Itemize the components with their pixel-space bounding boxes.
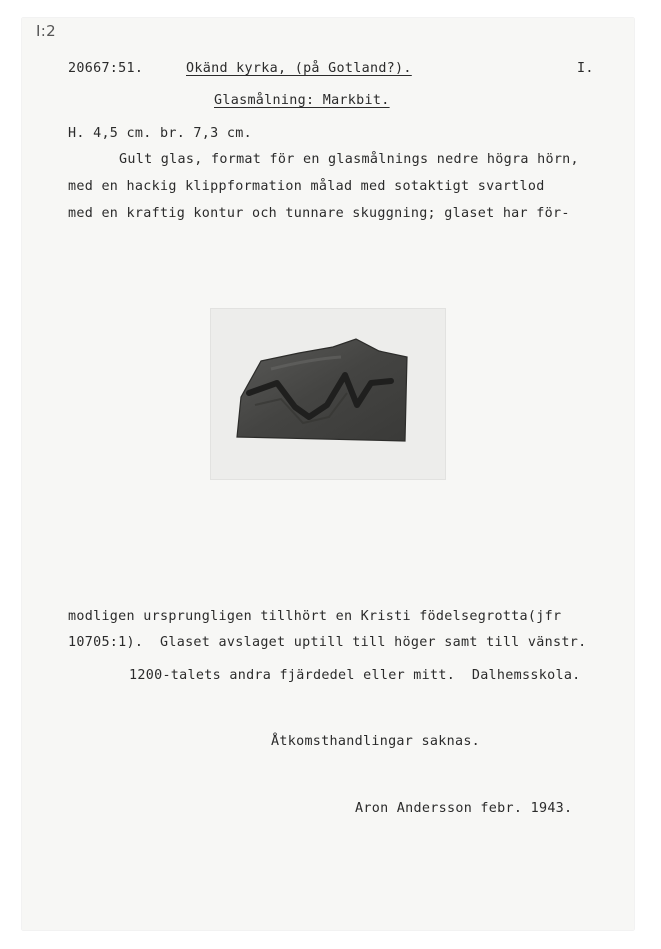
acquisition-note: Åtkomsthandlingar saknas. (271, 734, 481, 749)
dimensions: H. 4,5 cm. br. 7,3 cm. (68, 126, 252, 141)
description-line: med en kraftig kontur och tunnare skuggning; glaset har för- (68, 206, 570, 221)
glass-fragment-photo-icon (211, 309, 445, 479)
continuation-line: 10705:1). Glaset avslaget uptill till höger samt till vänstr. (68, 635, 587, 650)
fragment-photo (210, 308, 446, 480)
object-title: Okänd kyrka, (på Gotland?). (186, 61, 412, 76)
corner-mark: I:2 (36, 22, 56, 40)
catalog-number: 20667:51. (68, 61, 144, 76)
object-subtitle: Glasmålning: Markbit. (214, 93, 390, 108)
volume-number: I. (577, 61, 594, 76)
description-line: Gult glas, format för en glasmålnings nedre högra hörn, (119, 152, 579, 167)
signature: Aron Andersson febr. 1943. (355, 801, 573, 816)
dating-line: 1200-talets andra fjärdedel eller mitt. Dalhemsskola. (129, 668, 581, 683)
continuation-line: modligen ursprungligen tillhört en Kristi födelsegrotta(jfr (68, 609, 562, 624)
description-line: med en hackig klippformation målad med sotaktigt svartlod (68, 179, 545, 194)
